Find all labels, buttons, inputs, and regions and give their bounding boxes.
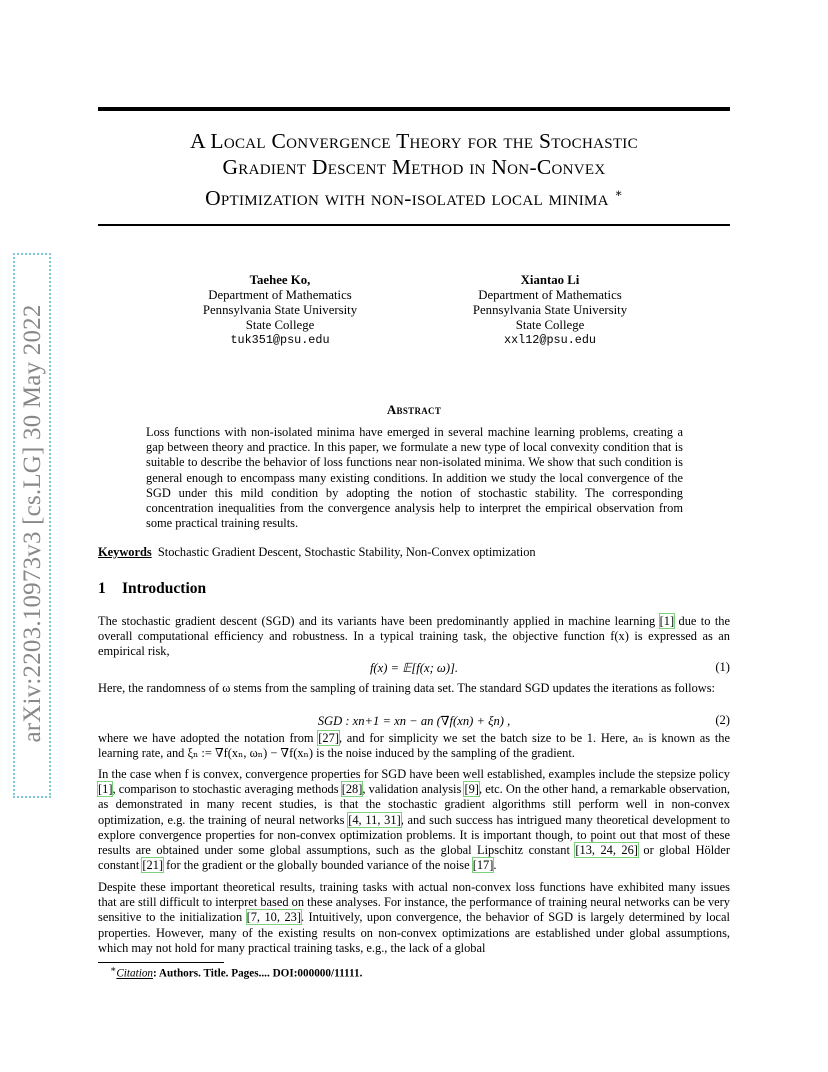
para-text: where we have adopted the notation from	[98, 731, 319, 745]
citation-link[interactable]: [13, 24, 26]	[575, 843, 638, 858]
arxiv-stamp[interactable]	[13, 253, 51, 798]
title-line-2: Gradient Descent Method in Non-Convex	[222, 155, 606, 179]
author-block-2	[450, 273, 650, 348]
paper-title	[98, 128, 730, 211]
author-department: Department of Mathematics	[208, 288, 352, 302]
citation-link[interactable]: [4, 11, 31]	[348, 812, 401, 827]
para-text: .	[493, 858, 497, 873]
paragraph-3	[98, 731, 730, 761]
footnote-citation-label[interactable]: Citation	[116, 967, 154, 980]
equation-expression: f(x) = 𝔼[f(x; ω)].	[369, 661, 459, 675]
title-top-rule	[98, 107, 730, 111]
citation-link[interactable]: [7, 10, 23]	[246, 910, 301, 925]
equation-number: (2)	[715, 713, 730, 727]
keywords-label: Keywords	[98, 545, 152, 559]
para-text: The stochastic gradient descent (SGD) and its variants have been predominantly applied in machine learning	[98, 614, 660, 628]
footnote-mark: ∗	[110, 965, 117, 975]
author-location: State College	[245, 318, 315, 332]
para-text: Despite these important theoretical results, training tasks with actual non-convex loss functions have exhibited many issues that are still difficult to interpret based on these analyses. For instance, the performance of training neural networks can be very sensitive to the initialization	[98, 880, 730, 925]
title-footnote-mark[interactable]: ∗	[614, 186, 623, 200]
paragraph-4	[98, 767, 730, 873]
author-university: Pennsylvania State University	[472, 303, 628, 317]
paragraph-1	[98, 614, 730, 660]
paragraph-5	[98, 880, 730, 956]
author-name: Taehee Ko,	[249, 273, 311, 287]
author-location: State College	[515, 318, 585, 332]
keywords-line	[98, 545, 536, 560]
author-university: Pennsylvania State University	[202, 303, 358, 317]
para-text: . Intuitively, upon convergence, the behavior of SGD is largely determined by local properties. However, many of the existing results on non-convex optimizations are established under global assumptions, which may not hold for many practical training tasks, e.g., the lack of a global	[98, 910, 731, 955]
abstract-text: Loss functions with non-isolated minima have emerged in several machine learning problems, creating a gap between theory and practice. In this paper, we formulate a new type of local convexity condition that is suitable to describe the behavior of loss functions near non-isolated minima. We show that such condition is general enough to encompass many existing conditions. In addition we study the local convergence of the SGD under this mild condition by adopting the notion of stochastic stability. The corresponding concentration inequalities from the convergence analysis help to interpret the empirical observation from some practical training results.	[146, 425, 683, 531]
citation-link[interactable]: [9]	[464, 782, 479, 797]
equation-number: (1)	[715, 660, 730, 674]
footnote-rule	[98, 962, 224, 963]
para-text: , and for simplicity we set the batch size to be 1. Here, aₙ is known as the learning rate, and ξₙ := ∇f(xₙ, ωₙ) − ∇f(xₙ) is the noise induced by the sampling of the gradient.	[98, 731, 730, 761]
keywords-list: Stochastic Gradient Descent, Stochastic Stability, Non-Convex optimization	[157, 545, 536, 559]
citation-link[interactable]: [1]	[659, 614, 675, 628]
footnote	[110, 964, 362, 980]
citation-link[interactable]: [21]	[142, 858, 164, 873]
section-heading	[98, 580, 206, 598]
author-email[interactable]: xxl12@psu.edu	[503, 333, 597, 347]
para-text: , comparison to stochastic averaging methods	[112, 782, 342, 797]
author-email[interactable]: tuk351@psu.edu	[230, 333, 330, 347]
para-text: due to the overall computational efficiency and robustness. In a typical training task, the objective function f(x) is expressed as an empirical risk,	[98, 614, 730, 659]
citation-link[interactable]: [17]	[472, 858, 494, 873]
section-number: 1	[98, 580, 106, 597]
footnote-text: : Authors. Title. Pages.... DOI:000000/11111.	[153, 967, 363, 980]
author-name: Xiantao Li	[520, 273, 580, 287]
para-text: , etc. On the other hand, a remarkable observation, as demonstrated in many recent studies, is that the stochastic gradient algorithms still perform well in non-convex optimization, e.g. the training of neural networks	[98, 782, 731, 827]
abstract-heading: Abstract	[386, 402, 442, 417]
para-text: or global Hölder constant	[98, 843, 730, 873]
para-text: In the case when f is convex, convergence properties for SGD have been well established, examples include the stepsize policy	[98, 767, 730, 781]
title-bottom-rule	[98, 224, 730, 226]
author-block-1	[180, 273, 380, 348]
para-text: for the gradient or the globally bounded variance of the noise	[163, 858, 473, 873]
author-department: Department of Mathematics	[478, 288, 622, 302]
arxiv-identifier: arXiv:2203.10973v3 [cs.LG] 30 May 2022	[19, 304, 46, 743]
para-text: , validation analysis	[362, 782, 465, 797]
equation-expression: SGD : xn+1 = xn − an (∇f(xn) + ξn) ,	[317, 714, 511, 728]
para-text: , and such success has intrigued many theoretical development to explore convergence properties for non-convex optimization problems. It is important though, to point out that most of these results are obtained under some global assumptions, such as the global Lipschitz constant	[98, 812, 730, 858]
paragraph-2: Here, the randomness of ω stems from the sampling of training data set. The standard SGD updates the iterations as follows:	[98, 681, 715, 695]
section-title: Introduction	[122, 580, 207, 597]
title-line-1: A Local Convergence Theory for the Stochastic	[190, 129, 638, 153]
citation-link[interactable]: [1]	[98, 782, 113, 797]
citation-link[interactable]: [28]	[341, 782, 363, 797]
title-line-3: Optimization with non-isolated local minima ∗	[205, 186, 623, 211]
citation-link[interactable]: [27]	[318, 731, 339, 745]
